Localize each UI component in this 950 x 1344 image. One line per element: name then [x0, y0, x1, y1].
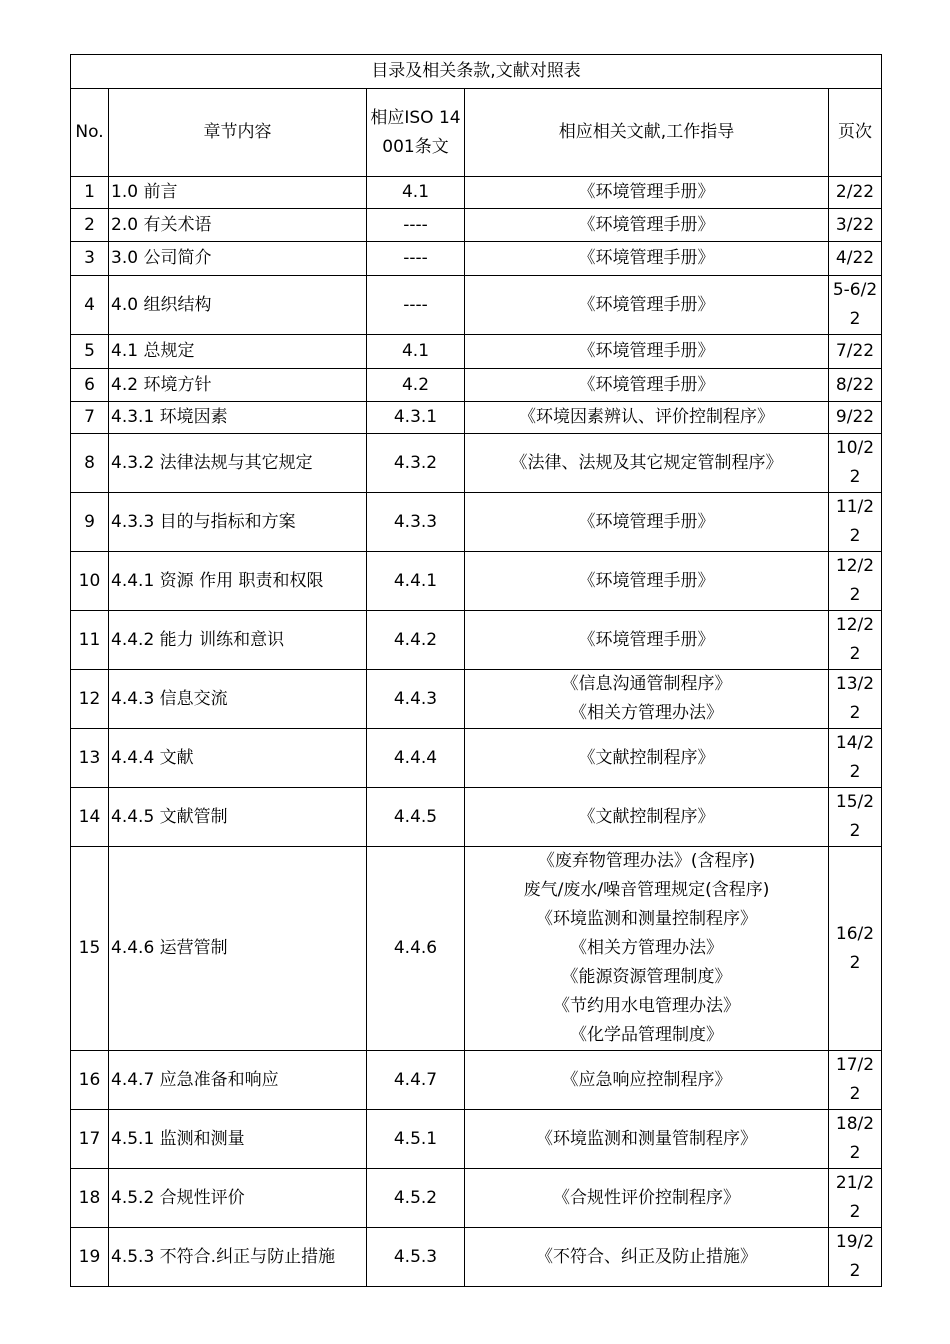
row-iso-clause: 4.1 — [367, 177, 465, 209]
row-no: 9 — [71, 493, 109, 552]
row-documents — [465, 1169, 829, 1228]
row-iso-clause: 4.4.2 — [367, 611, 465, 670]
row-page: 12/22 — [829, 552, 882, 611]
row-documents — [465, 552, 829, 611]
row-chapter: 4.5.1 监测和测量 — [109, 1110, 367, 1169]
row-chapter: 4.2 环境方针 — [109, 369, 367, 402]
document-reference: 废气/废水/噪音管理规定(含程序) — [523, 880, 770, 900]
row-page: 4/22 — [829, 242, 882, 276]
row-chapter: 4.4.1 资源 作用 职责和权限 — [109, 552, 367, 611]
title-row — [71, 55, 882, 89]
toc-table — [70, 54, 882, 1287]
row-chapter: 4.4.7 应急准备和响应 — [109, 1051, 367, 1110]
row-documents — [465, 611, 829, 670]
table-row — [71, 788, 882, 847]
row-documents — [465, 335, 829, 369]
table-row — [71, 1051, 882, 1110]
header-no: No. — [71, 89, 109, 177]
row-iso-clause: 4.4.7 — [367, 1051, 465, 1110]
table-row — [71, 402, 882, 434]
row-iso-clause: 4.3.3 — [367, 493, 465, 552]
row-page: 18/22 — [829, 1110, 882, 1169]
document-reference: 《信息沟通管制程序》 — [561, 674, 732, 694]
row-documents — [465, 847, 829, 1051]
row-page: 8/22 — [829, 369, 882, 402]
document-reference: 《废弃物管理办法》(含程序) — [537, 851, 756, 871]
document-reference: 《合规性评价控制程序》 — [553, 1187, 740, 1208]
table-row — [71, 369, 882, 402]
table-row — [71, 670, 882, 729]
row-documents — [465, 276, 829, 335]
header-chapter: 章节内容 — [109, 89, 367, 177]
document-reference: 《环境监测和测量管制程序》 — [536, 1128, 757, 1149]
row-no: 6 — [71, 369, 109, 402]
row-page: 7/22 — [829, 335, 882, 369]
row-chapter: 4.4.3 信息交流 — [109, 670, 367, 729]
row-page: 19/22 — [829, 1228, 882, 1287]
row-documents — [465, 1110, 829, 1169]
header-iso-clause: 相应ISO 14001条文 — [367, 89, 465, 177]
row-no: 18 — [71, 1169, 109, 1228]
document-reference: 《环境管理手册》 — [578, 341, 715, 361]
table-row — [71, 434, 882, 493]
document-reference: 《环境监测和测量控制程序》 — [536, 909, 757, 929]
row-page: 5-6/22 — [829, 276, 882, 335]
document-reference: 《环境因素辨认、评价控制程序》 — [519, 407, 774, 427]
row-iso-clause: 4.5.1 — [367, 1110, 465, 1169]
row-iso-clause: 4.4.3 — [367, 670, 465, 729]
row-iso-clause: 4.5.3 — [367, 1228, 465, 1287]
table-row — [71, 242, 882, 276]
row-no: 7 — [71, 402, 109, 434]
row-documents — [465, 177, 829, 209]
table-row — [71, 177, 882, 209]
row-page: 15/22 — [829, 788, 882, 847]
row-no: 5 — [71, 335, 109, 369]
header-row — [71, 89, 882, 177]
document-reference: 《能源资源管理制度》 — [561, 967, 732, 987]
table-row — [71, 493, 882, 552]
row-no: 17 — [71, 1110, 109, 1169]
row-iso-clause: 4.5.2 — [367, 1169, 465, 1228]
row-chapter: 4.3.3 目的与指标和方案 — [109, 493, 367, 552]
row-iso-clause: 4.2 — [367, 369, 465, 402]
row-iso-clause: ---- — [367, 209, 465, 242]
row-iso-clause: 4.3.2 — [367, 434, 465, 493]
document-reference: 《应急响应控制程序》 — [561, 1069, 732, 1090]
row-no: 10 — [71, 552, 109, 611]
row-documents — [465, 493, 829, 552]
document-reference: 《环境管理手册》 — [578, 294, 715, 315]
header-documents: 相应相关文献,工作指导 — [465, 89, 829, 177]
document-reference: 《节约用水电管理办法》 — [553, 996, 740, 1016]
row-page: 17/22 — [829, 1051, 882, 1110]
row-chapter: 4.3.2 法律法规与其它规定 — [109, 434, 367, 493]
row-chapter: 4.0 组织结构 — [109, 276, 367, 335]
document-reference: 《环境管理手册》 — [578, 629, 715, 650]
row-no: 4 — [71, 276, 109, 335]
document-reference: 《相关方管理办法》 — [570, 703, 723, 723]
row-iso-clause: 4.1 — [367, 335, 465, 369]
row-chapter: 4.4.2 能力 训练和意识 — [109, 611, 367, 670]
document-reference: 《环境管理手册》 — [578, 511, 715, 532]
row-documents — [465, 434, 829, 493]
table-row — [71, 611, 882, 670]
row-chapter: 4.4.5 文献管制 — [109, 788, 367, 847]
row-no: 13 — [71, 729, 109, 788]
row-documents — [465, 788, 829, 847]
row-no: 19 — [71, 1228, 109, 1287]
row-documents — [465, 670, 829, 729]
row-chapter: 4.3.1 环境因素 — [109, 402, 367, 434]
row-no: 1 — [71, 177, 109, 209]
row-documents — [465, 729, 829, 788]
row-iso-clause: 4.4.5 — [367, 788, 465, 847]
row-iso-clause: 4.3.1 — [367, 402, 465, 434]
row-documents — [465, 1051, 829, 1110]
row-chapter: 4.4.4 文献 — [109, 729, 367, 788]
row-no: 8 — [71, 434, 109, 493]
row-no: 2 — [71, 209, 109, 242]
document-reference: 《文献控制程序》 — [578, 806, 715, 827]
document-reference: 《环境管理手册》 — [578, 248, 715, 268]
row-page: 14/22 — [829, 729, 882, 788]
row-page: 21/22 — [829, 1169, 882, 1228]
row-no: 14 — [71, 788, 109, 847]
document-reference: 《环境管理手册》 — [578, 374, 715, 395]
row-chapter: 2.0 有关术语 — [109, 209, 367, 242]
row-page: 10/22 — [829, 434, 882, 493]
row-iso-clause: 4.4.1 — [367, 552, 465, 611]
row-documents — [465, 369, 829, 402]
row-page: 12/22 — [829, 611, 882, 670]
row-no: 12 — [71, 670, 109, 729]
row-page: 3/22 — [829, 209, 882, 242]
table-row — [71, 209, 882, 242]
row-page: 13/22 — [829, 670, 882, 729]
row-documents — [465, 242, 829, 276]
document-reference: 《环境管理手册》 — [578, 214, 715, 235]
document-reference: 《相关方管理办法》 — [570, 938, 723, 958]
row-chapter: 4.5.3 不符合.纠正与防止措施 — [109, 1228, 367, 1287]
header-page: 页次 — [829, 89, 882, 177]
row-page: 9/22 — [829, 402, 882, 434]
row-chapter: 1.0 前言 — [109, 177, 367, 209]
table-row — [71, 1228, 882, 1287]
table-row — [71, 1169, 882, 1228]
table-row — [71, 276, 882, 335]
document-reference: 《不符合、纠正及防止措施》 — [536, 1246, 757, 1267]
row-chapter: 3.0 公司简介 — [109, 242, 367, 276]
table-row — [71, 552, 882, 611]
table-row — [71, 847, 882, 1051]
document-reference: 《化学品管理制度》 — [570, 1025, 723, 1045]
table-row — [71, 335, 882, 369]
document-reference: 《环境管理手册》 — [578, 570, 715, 591]
row-iso-clause: 4.4.4 — [367, 729, 465, 788]
table-row — [71, 729, 882, 788]
row-documents — [465, 209, 829, 242]
document-reference: 《文献控制程序》 — [578, 747, 715, 768]
row-page: 2/22 — [829, 177, 882, 209]
row-no: 11 — [71, 611, 109, 670]
row-page: 16/22 — [829, 847, 882, 1051]
row-page: 11/22 — [829, 493, 882, 552]
row-documents — [465, 1228, 829, 1287]
row-iso-clause: 4.4.6 — [367, 847, 465, 1051]
row-chapter: 4.5.2 合规性评价 — [109, 1169, 367, 1228]
row-iso-clause: ---- — [367, 276, 465, 335]
row-no: 16 — [71, 1051, 109, 1110]
table-row — [71, 1110, 882, 1169]
row-no: 15 — [71, 847, 109, 1051]
document-reference: 《环境管理手册》 — [578, 182, 715, 202]
row-iso-clause: ---- — [367, 242, 465, 276]
document-reference: 《法律、法规及其它规定管制程序》 — [510, 452, 783, 473]
row-documents — [465, 402, 829, 434]
row-chapter: 4.1 总规定 — [109, 335, 367, 369]
table-title: 目录及相关条款,文献对照表 — [71, 55, 882, 89]
row-chapter: 4.4.6 运营管制 — [109, 847, 367, 1051]
row-no: 3 — [71, 242, 109, 276]
